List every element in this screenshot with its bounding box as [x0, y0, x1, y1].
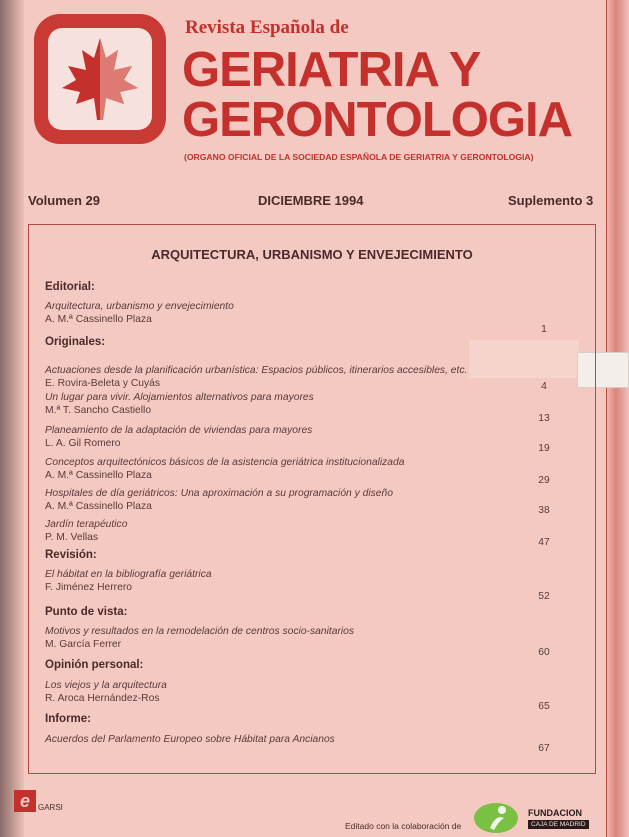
article-title: Planeamiento de la adaptación de viviendas para mayores	[45, 425, 313, 436]
toc-title: ARQUITECTURA, URBANISMO Y ENVEJECIMIENTO	[151, 247, 473, 262]
article-author: M. García Ferrer	[45, 639, 122, 650]
journal-subtitle: (ORGANO OFICIAL DE LA SOCIEDAD ESPAÑOLA DE GERIATRIA Y GERONTOLOGIA)	[184, 152, 534, 162]
article-author: A. M.ª Cassinello Plaza	[45, 314, 152, 325]
article-title: El hábitat en la bibliografía geriátrica	[45, 569, 212, 580]
journal-logo	[34, 14, 166, 144]
article-author: R. Aroca Hernández-Ros	[45, 693, 160, 704]
table-of-contents	[28, 224, 596, 774]
foundation-name: FUNDACION	[528, 808, 582, 818]
article-title: Conceptos arquitectónicos básicos de la asistencia geriátrica institucionalizada	[45, 457, 405, 468]
publisher-name: GARSI	[38, 803, 63, 812]
article-page: 47	[538, 537, 550, 548]
article-title: Motivos y resultados en la remodelación de centros socio-sanitarios	[45, 626, 355, 637]
article-page: 1	[541, 324, 547, 335]
article-title: Un lugar para vivir. Alojamientos alternativos para mayores	[45, 392, 314, 403]
section-heading-punto-de-vista: Punto de vista:	[45, 606, 128, 618]
article-page: 4	[541, 381, 547, 392]
foundation-subtitle: CAJA DE MADRID	[528, 820, 589, 829]
article-author: F. Jiménez Herrero	[45, 582, 132, 593]
garsi-logo-icon: e	[14, 790, 36, 812]
issue-volume: Volumen 29	[28, 193, 101, 208]
issue-date: DICIEMBRE 1994	[258, 193, 364, 208]
issue-supplement: Suplemento 3	[508, 193, 594, 208]
article-title: Jardín terapéutico	[45, 519, 128, 530]
article-author: A. M.ª Cassinello Plaza	[45, 501, 152, 512]
section-heading-opinion-personal: Opinión personal:	[45, 659, 144, 671]
article-page: 65	[538, 701, 550, 712]
article-author: M.ª T. Sancho Castiello	[45, 405, 152, 416]
article-page: 67	[538, 743, 550, 754]
article-author: P. M. Vellas	[45, 532, 99, 543]
foundation-logo-icon	[470, 800, 522, 834]
article-page: 52	[538, 591, 550, 602]
journal-title-line2: GERONTOLOGIA	[182, 93, 573, 147]
section-heading-editorial: Editorial:	[45, 281, 95, 293]
article-title: Arquitectura, urbanismo y envejecimiento	[45, 301, 234, 312]
article-page: 19	[538, 443, 550, 454]
article-title: Actuaciones desde la planificación urbanística: Espacios públicos, itinerarios accesibles, etc.	[45, 365, 468, 376]
article-author: L. A. Gil Romero	[45, 438, 121, 449]
journal-title-line1: GERIATRIA Y	[182, 43, 481, 97]
maple-leaf-icon	[48, 28, 152, 130]
section-heading-revision: Revisión:	[45, 549, 97, 561]
collaboration-text: Editado con la colaboración de	[345, 821, 462, 831]
section-heading-originales: Originales:	[45, 336, 106, 348]
page-right-edge	[606, 0, 629, 837]
article-title: Los viejos y la arquitectura	[45, 680, 167, 691]
article-author: A. M.ª Cassinello Plaza	[45, 470, 152, 481]
article-title: Acuerdos del Parlamento Europeo sobre Hábitat para Ancianos	[45, 734, 335, 745]
article-page: 29	[538, 475, 550, 486]
article-page: 38	[538, 505, 550, 516]
article-author: E. Rovira-Beleta y Cuyás	[45, 378, 161, 389]
section-heading-informe: Informe:	[45, 713, 91, 725]
article-title: Hospitales de día geriátricos: Una aproximación a su programación y diseño	[45, 488, 393, 499]
journal-kicker: Revista Española de	[185, 17, 349, 38]
article-page: 13	[538, 413, 550, 424]
article-page: 60	[538, 647, 550, 658]
book-binding-edge	[0, 0, 24, 837]
